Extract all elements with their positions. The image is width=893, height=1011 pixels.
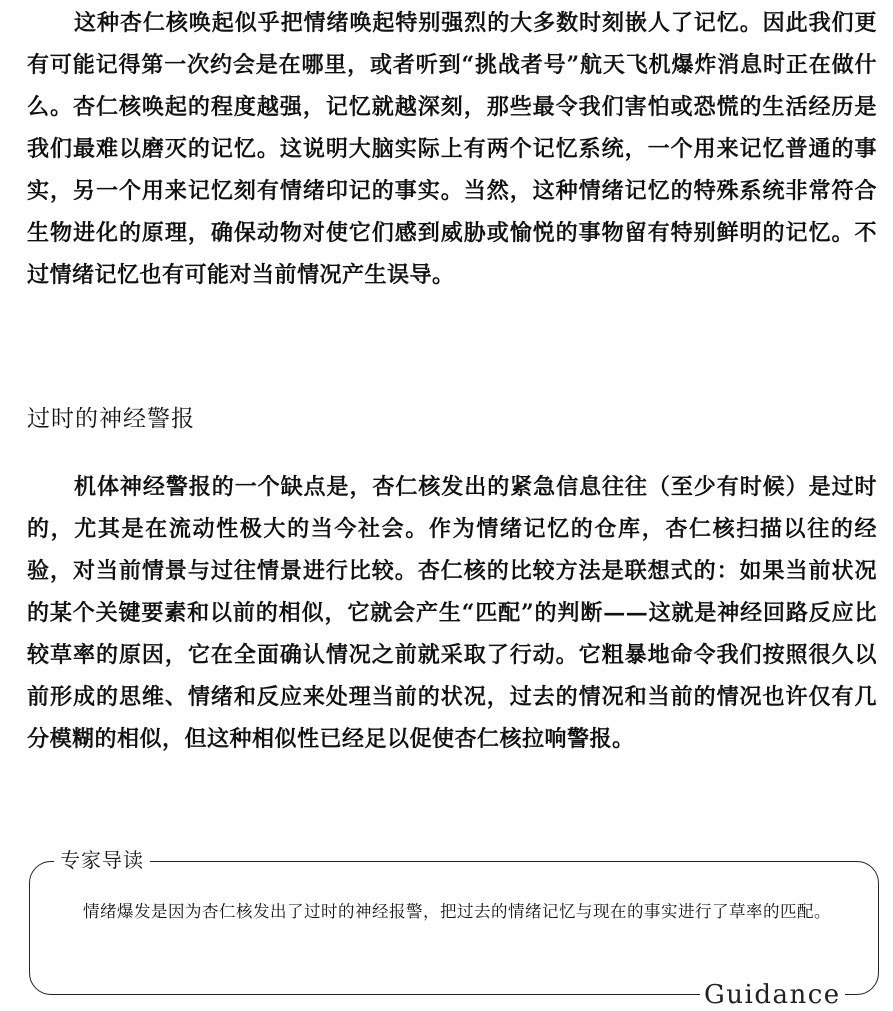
body-paragraph-1: 这种杏仁核唤起似乎把情绪唤起特别强烈的大多数时刻嵌人了记忆。因此我们更有可能记得第一次约会是在哪里，或者听到“挑战者号”航天飞机爆炸消息时正在做什么。杏仁核唤起的程度越强，记忆就越深刻，那些最令我们害怕或恐慌的生活经历是我们最难以磨灭的记忆。这说明大脑实际上有两个记忆系统，一个用来记忆普通的事实，另一个用来记忆刻有情绪印记的事实。当然，这种情绪记忆的特殊系统非常符合生物进化的原理，确保动物对使它们感到威胁或愉悦的事物留有特别鲜明的记忆。不过情绪记忆也有可能对当前情况产生误导。	[27, 10, 877, 288]
section-heading: 过时的神经警报	[27, 406, 195, 432]
guidance-text: 情绪爆发是因为杏仁核发出了过时的神经报警，把过去的情绪记忆与现在的事实进行了草率的匹配。	[83, 902, 831, 921]
guidance-label: Guidance	[700, 980, 845, 1010]
guidance-title: 专家导读	[54, 845, 150, 875]
body-paragraph-2: 机体神经警报的一个缺点是，杏仁核发出的紧急信息往往（至少有时候）是过时的，尤其是在流动性极大的当今社会。作为情绪记忆的仓库，杏仁核扫描以往的经验，对当前情景与过往情景进行比较。杏仁核的比较方法是联想式的：如果当前状况的某个关键要素和以前的相似，它就会产生“匹配”的判断——这就是神经回路反应比较草率的原因，它在全面确认情况之前就采取了行动。它粗暴地命令我们按照很久以前形成的思维、情绪和反应来处理当前的状况，过去的情况和当前的情况也许仅有几分模糊的相似，但这种相似性已经足以促使杏仁核拉响警报。	[27, 474, 877, 752]
